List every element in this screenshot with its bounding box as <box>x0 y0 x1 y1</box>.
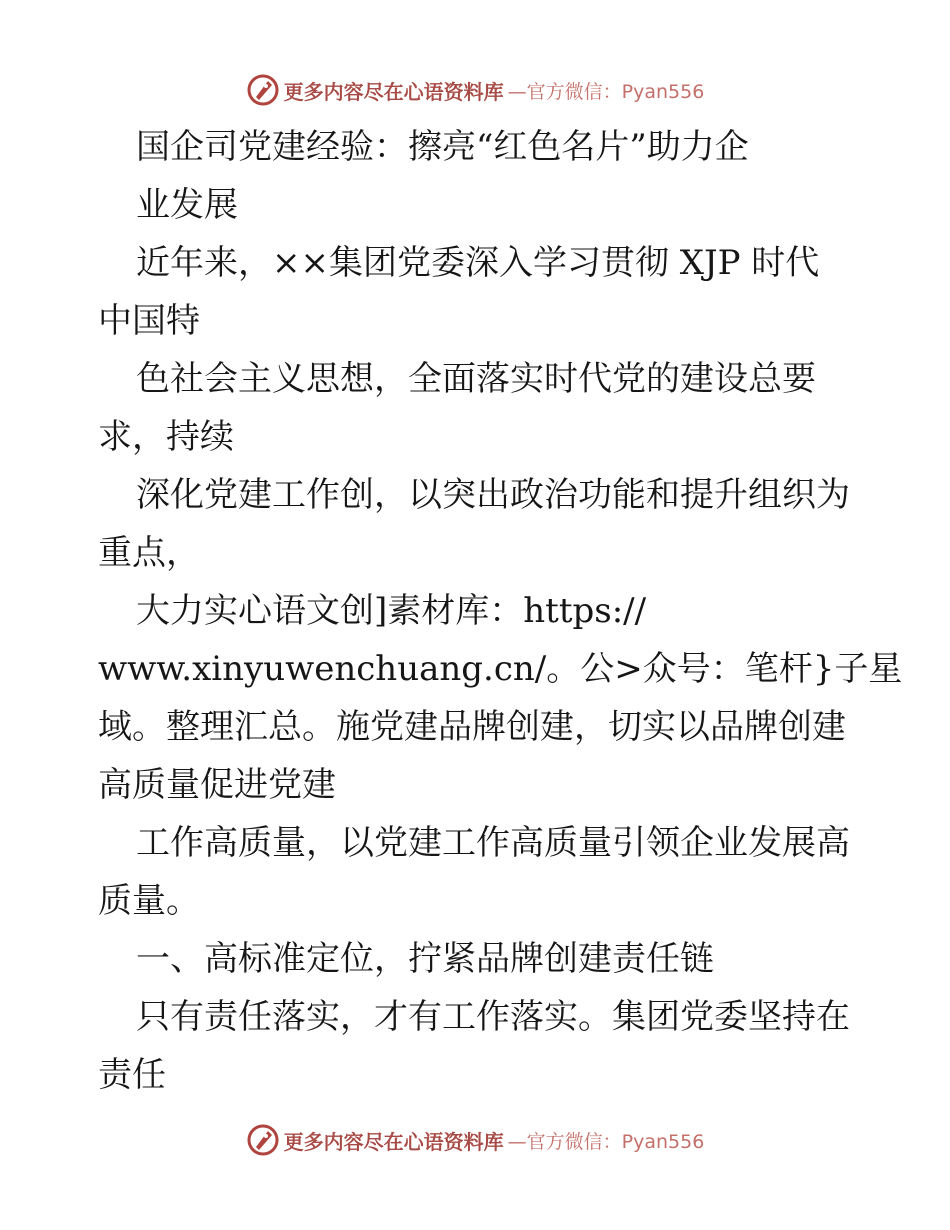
banner-contact-text: —官方微信：Pyan556 <box>507 1130 705 1153</box>
banner-main-text: 更多内容尽在心语资料库 <box>283 1129 504 1154</box>
paragraph-line: 大力实心语文创]素材库：https:// <box>136 591 647 631</box>
pen-nib-icon <box>246 1123 280 1157</box>
paragraph-line: 高质量促进党建 <box>98 765 336 805</box>
paragraph-line: 中国特 <box>98 301 200 341</box>
paragraph-line: 近年来，××集团党委深入学习贯彻 XJP 时代 <box>136 243 820 283</box>
paragraph-line: 求，持续 <box>98 417 234 457</box>
footer-watermark-banner <box>0 1120 950 1160</box>
paragraph-line: 质量。 <box>98 881 200 921</box>
banner-main-text: 更多内容尽在心语资料库 <box>283 79 504 104</box>
paragraph-line: www.xinyuwenchuang.cn/。公>众号：笔杆}子星 <box>98 649 903 689</box>
pen-nib-icon <box>246 73 280 107</box>
document-body <box>98 118 903 1104</box>
paragraph-line: 色社会主义思想，全面落实时代党的建设总要 <box>136 359 816 399</box>
paragraph-line: 责任 <box>98 1055 166 1095</box>
paragraph-line: 工作高质量，以党建工作高质量引领企业发展高 <box>136 823 850 863</box>
paragraph-line: 重点， <box>98 533 200 573</box>
paragraph-line: 域。整理汇总。施党建品牌创建，切实以品牌创建 <box>98 707 846 747</box>
title-line: 国企司党建经验：擦亮“红色名片”助力企 <box>136 127 749 167</box>
title-line: 业发展 <box>136 185 238 225</box>
paragraph-line: 只有责任落实，才有工作落实。集团党委坚持在 <box>136 997 850 1037</box>
banner-contact-text: —官方微信：Pyan556 <box>507 80 705 103</box>
header-watermark-banner <box>0 70 950 110</box>
section-heading: 一、高标准定位，拧紧品牌创建责任链 <box>136 939 714 979</box>
paragraph-line: 深化党建工作创，以突出政治功能和提升组织为 <box>136 475 850 515</box>
